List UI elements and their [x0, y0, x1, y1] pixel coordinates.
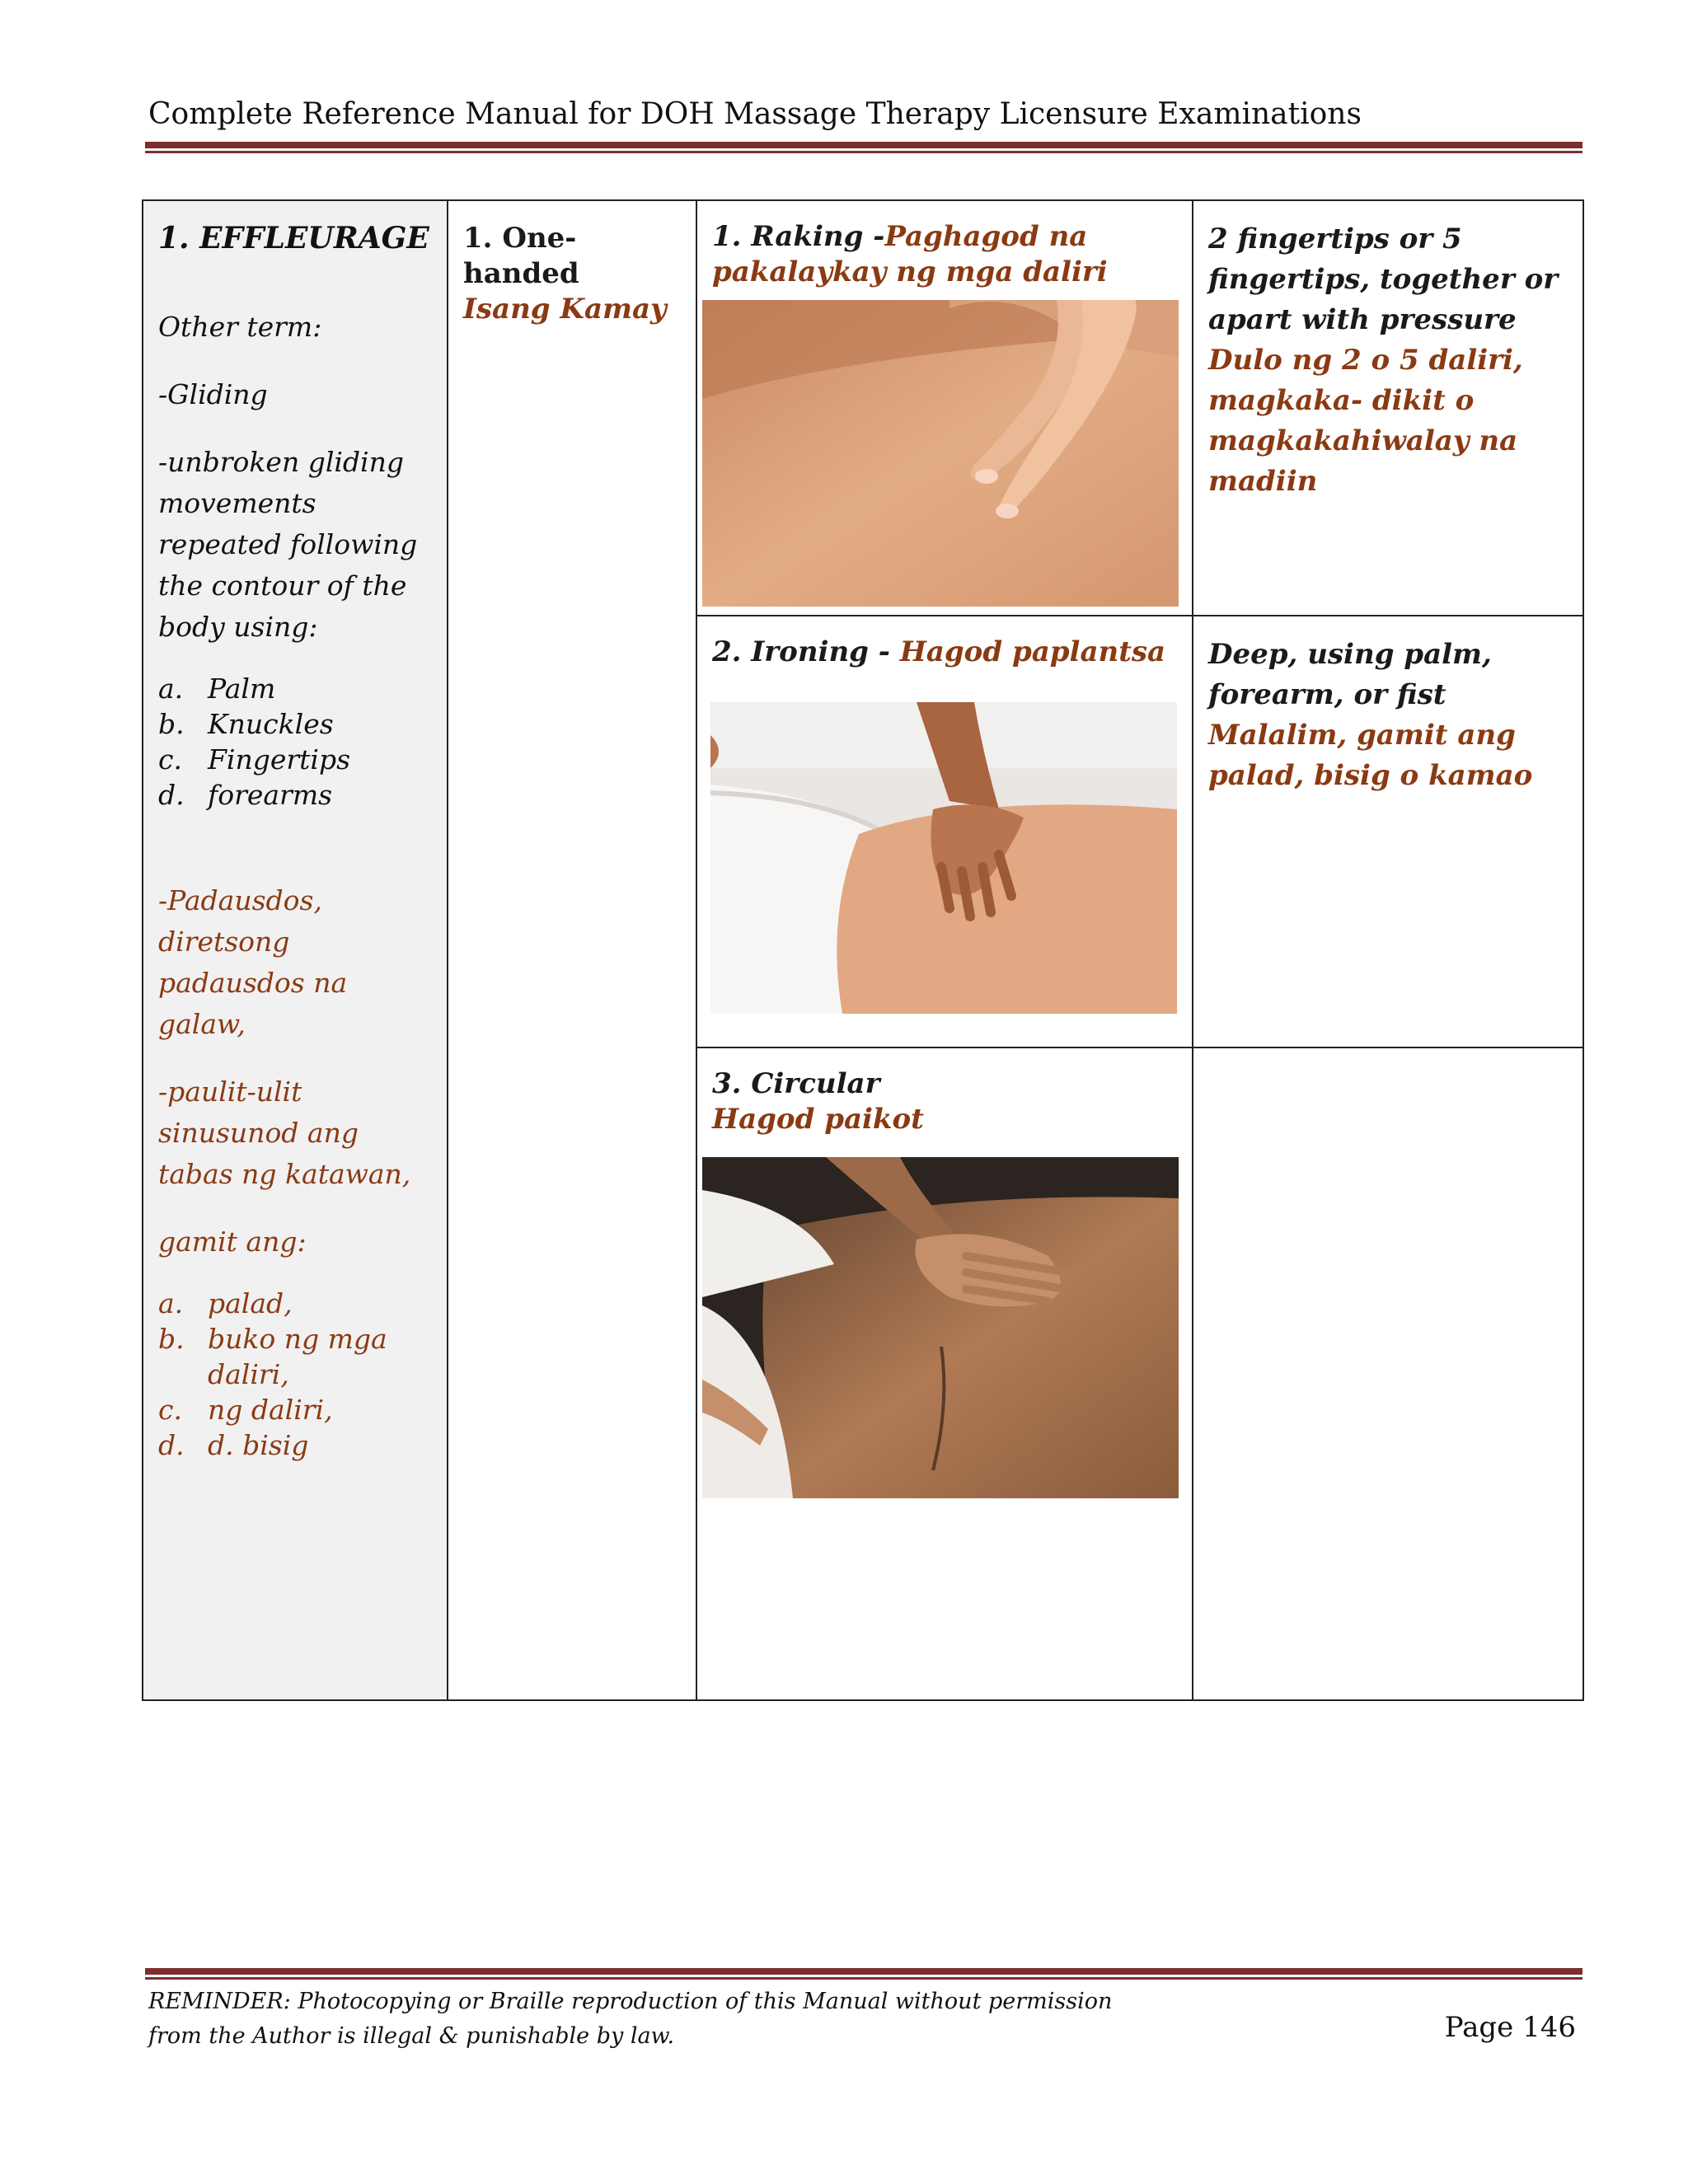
filipino-description-2: -paulit-ulit sinusunod ang tabas ng katawan, — [158, 1076, 411, 1190]
method-cell — [448, 201, 697, 1699]
footer-rule — [145, 1968, 1582, 1975]
footer-reminder — [148, 1985, 1112, 2054]
filipino-parts-list — [158, 1286, 432, 1463]
list-item: d. forearms — [158, 779, 333, 811]
raking-description-fil: Dulo ng 2 o 5 daliri, magkaka- dikit o magkakahiwalay na madiin — [1208, 344, 1523, 498]
method-filipino: Isang Kamay — [463, 293, 667, 326]
list-item: c. Fingertips — [158, 743, 351, 776]
method-title: 1. One-handed — [463, 222, 579, 290]
other-term-label: Other term: — [158, 311, 322, 343]
list-item: a. palad, — [158, 1287, 293, 1319]
variant-title: 2. Ironing - Hagod paplantsa — [712, 635, 1166, 668]
variant-title: 1. Raking -Paghagod na pakalaykay ng mga daliri — [712, 220, 1108, 288]
list-item: c. ng daliri, — [158, 1394, 333, 1426]
ironing-photo — [710, 702, 1177, 1014]
variant-ironing-cell — [697, 616, 1193, 688]
filipino-description-3: gamit ang: — [158, 1226, 307, 1258]
variant-raking-cell — [697, 201, 1193, 308]
ironing-description-fil: Malalim, gamit ang palad, bisig o kamao — [1208, 719, 1533, 792]
footer-reminder-line1: REMINDER: Photocopying or Braille reproduction of this Manual without permission — [148, 1989, 1113, 2014]
variant-title: 3. Circular — [712, 1067, 880, 1100]
technique-table — [142, 199, 1584, 1701]
body-parts-list — [158, 671, 432, 813]
footer-reminder-line2: from the Author is illegal & punishable by law. — [148, 2023, 675, 2049]
raking-description-en: 2 fingertips or 5 fingertips, together or apart with pressure — [1208, 223, 1559, 336]
technique-cell — [143, 201, 448, 1699]
raking-photo — [702, 300, 1179, 607]
list-item: b. buko ng mga daliri, — [158, 1323, 387, 1390]
technique-description: -unbroken gliding movements repeated following the contour of the body using: — [158, 446, 418, 643]
variant-filipino: Hagod paikot — [712, 1103, 924, 1136]
term-gliding: -Gliding — [158, 378, 268, 410]
footer-rule-thin — [145, 1977, 1582, 1980]
list-item: a. Palm — [158, 673, 276, 705]
header-rule — [145, 142, 1582, 148]
raking-description-cell — [1193, 201, 1584, 520]
ironing-description-en: Deep, using palm, forearm, or fist — [1208, 638, 1492, 711]
ironing-description-cell — [1193, 616, 1584, 814]
variant-circular-cell — [697, 1048, 1193, 1155]
circular-photo — [702, 1157, 1179, 1498]
circular-description-cell — [1193, 1048, 1584, 1085]
page-number: Page 146 — [1444, 2011, 1576, 2044]
header-rule-thin — [145, 151, 1582, 153]
page-header-title: Complete Reference Manual for DOH Massage Therapy Licensure Examinations — [148, 97, 1362, 131]
filipino-description-1: -Padausdos, diretsong padausdos na galaw, — [158, 884, 348, 1040]
list-item: b. Knuckles — [158, 708, 334, 740]
list-item: d. d. bisig — [158, 1429, 309, 1461]
technique-title: 1. EFFLEURAGE — [158, 221, 429, 255]
